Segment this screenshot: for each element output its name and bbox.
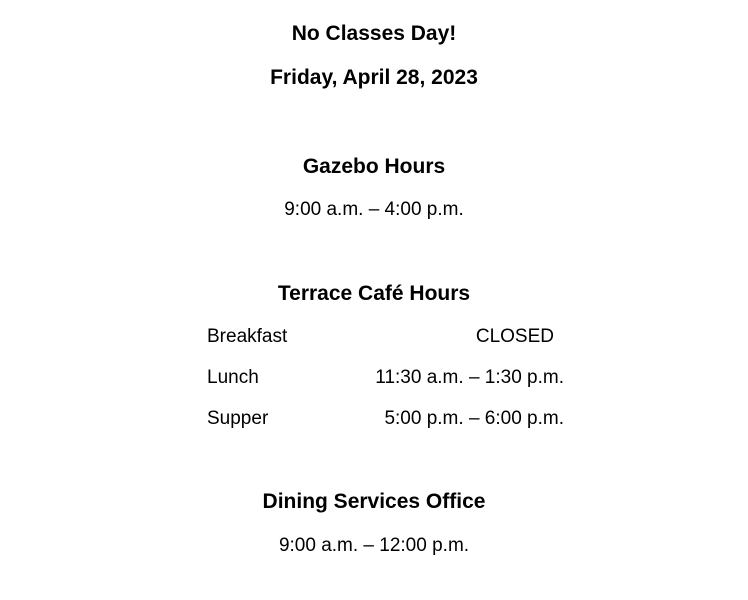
gazebo-hours: 9:00 a.m. – 4:00 p.m. [284, 199, 464, 220]
terrace-cafe-heading: Terrace Café Hours [277, 282, 471, 305]
meal-time: CLOSED [475, 326, 554, 347]
meal-time: 11:30 a.m. – 1:30 p.m. [375, 367, 564, 388]
meal-label: Lunch [207, 367, 259, 388]
meal-time: 5:00 p.m. – 6:00 p.m. [384, 408, 564, 429]
meal-label: Breakfast [207, 326, 288, 347]
event-date: Friday, April 28, 2023 [270, 66, 478, 89]
meal-label: Supper [207, 408, 269, 429]
gazebo-heading: Gazebo Hours [302, 155, 446, 178]
page-title: No Classes Day! [291, 22, 457, 45]
dining-office-heading: Dining Services Office [262, 490, 486, 513]
dining-office-hours: 9:00 a.m. – 12:00 p.m. [278, 535, 470, 556]
